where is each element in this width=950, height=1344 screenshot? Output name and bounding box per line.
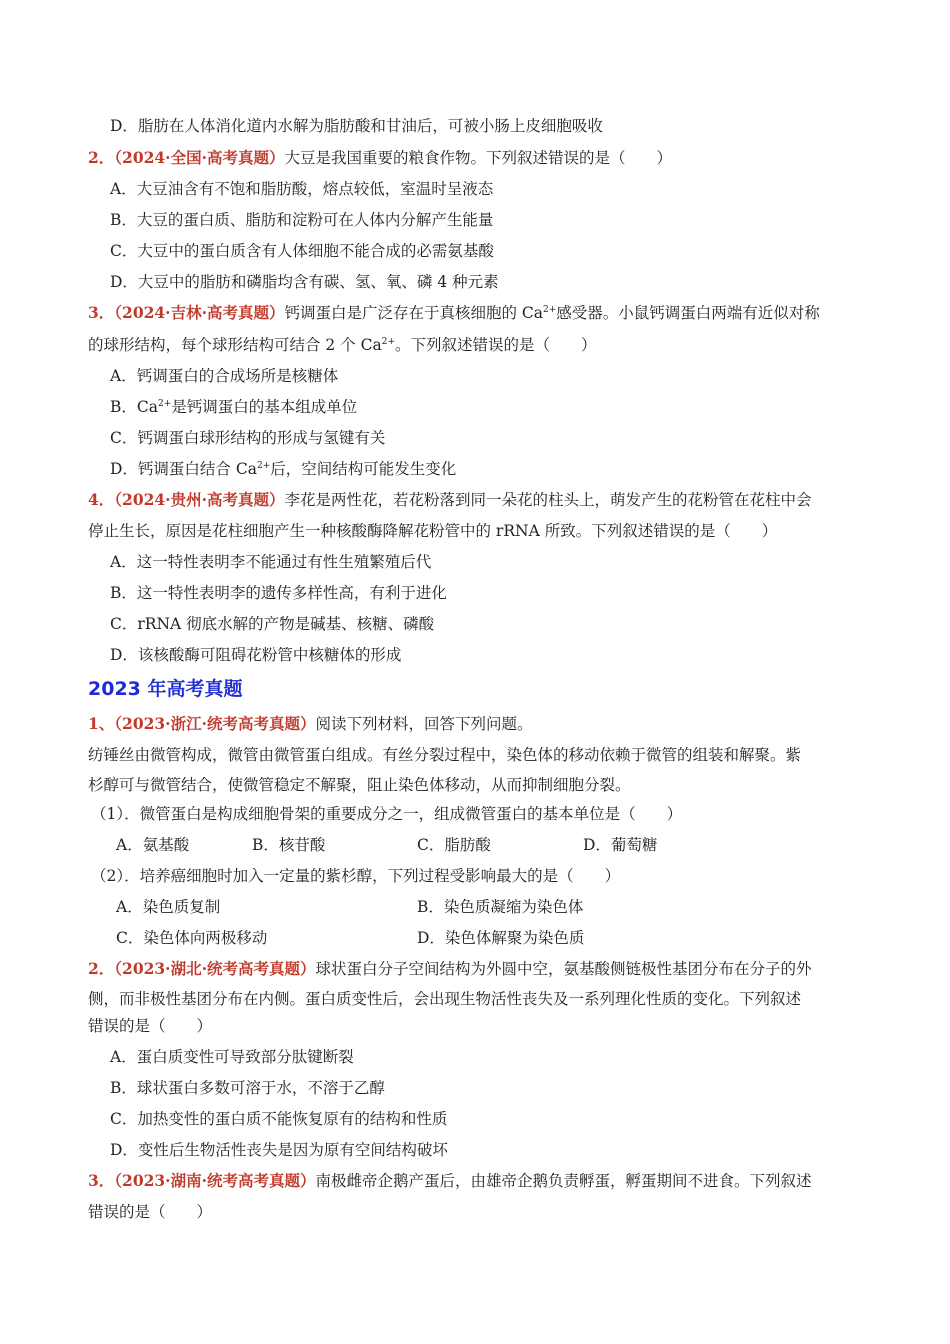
q3-stem2-text-b: 。下列叙述错误的是（ ）	[395, 336, 597, 354]
q2023-2-stem-text: 球状蛋白分子空间结构为外圆中空，氨基酸侧链极性基团分布在分子的外	[315, 960, 812, 978]
q3-number: 3．	[88, 303, 115, 322]
q2-option-c: C．大豆中的蛋白质含有人体细胞不能合成的必需氨基酸	[110, 242, 494, 260]
q2023-2-stem-line2: 侧，而非极性基团分布在内侧。蛋白质变性后，会出现生物活性丧失及一系列理化性质的变化。下列叙述	[88, 990, 802, 1008]
q2023-3-source: （2023·湖南·统考高考真题）	[114, 1171, 316, 1190]
q2023-1-material-line1: 纺锤丝由微管构成，微管由微管蛋白组成。有丝分裂过程中，染色体的移动依赖于微管的组装和解聚。紫	[88, 746, 802, 764]
sub2-option-c: C．染色体向两极移动	[116, 929, 268, 947]
q4-stem-line2: 停止生长，原因是花柱细胞产生一种核酸酶降解花粉管中的 rRNA 所致。下列叙述错误的是（ ）	[88, 522, 778, 540]
q2023-2-option-a: A．蛋白质变性可导致部分肽键断裂	[110, 1048, 354, 1066]
q2023-1-material-line2: 杉醇可与微管结合，使微管稳定不解聚，阻止染色体移动，从而抑制细胞分裂。	[88, 776, 631, 794]
q3-stem2-text-a: 的球形结构，每个球形结构可结合 2 个 Ca	[88, 336, 382, 354]
sub1-option-b: B．核苷酸	[252, 836, 326, 854]
q2023-3-stem-line2: 错误的是（ ）	[88, 1203, 213, 1221]
ion-charge: 2+	[256, 460, 271, 471]
q2023-3-stem-line1	[0, 1170, 950, 1192]
sub1-option-d: D．葡萄糖	[583, 836, 658, 854]
q2-number: 2．	[88, 148, 115, 167]
q3-option-c: C．钙调蛋白球形结构的形成与氢键有关	[110, 429, 386, 447]
q4-option-d: D．该核酸酶可阻碍花粉管中核糖体的形成	[110, 646, 402, 664]
q2-stem	[0, 147, 950, 169]
q2023-2-source: （2023·湖北·统考高考真题）	[114, 959, 316, 978]
sub2-option-b: B．染色质凝缩为染色体	[417, 898, 584, 916]
q3-option-d-b: 后，空间结构可能发生变化	[270, 460, 457, 478]
q2023-1-sub1: （1）．微管蛋白是构成细胞骨架的重要成分之一，组成微管蛋白的基本单位是（ ）	[91, 805, 683, 823]
q2023-2-stem-line1	[0, 958, 950, 980]
q3-option-b-b: 是钙调蛋白的基本组成单位	[171, 398, 358, 416]
q2023-2-option-d: D．变性后生物活性丧失是因为原有空间结构破坏	[110, 1141, 448, 1159]
q2-stem-text: 大豆是我国重要的粮食作物。下列叙述错误的是（ ）	[284, 149, 672, 167]
q2023-1-number: 1、	[88, 714, 115, 733]
q2023-1-sub2: （2）．培养癌细胞时加入一定量的紫杉醇，下列过程受影响最大的是（ ）	[91, 867, 621, 885]
q3-option-b	[0, 396, 950, 418]
q2023-1-source: （2023·浙江·统考高考真题）	[114, 714, 316, 733]
section-heading-2023: 2023 年高考真题	[88, 678, 243, 700]
q3-stem-text-a: 钙调蛋白是广泛存在于真核细胞的 Ca	[284, 304, 544, 322]
q2023-2-stem-line3: 错误的是（ ）	[88, 1017, 213, 1035]
q2023-3-stem-text: 南极雌帝企鹅产蛋后，由雄帝企鹅负责孵蛋，孵蛋期间不进食。下列叙述	[315, 1172, 812, 1190]
q2-option-b: B．大豆的蛋白质、脂肪和淀粉可在人体内分解产生能量	[110, 211, 494, 229]
q3-option-d	[0, 458, 950, 480]
ion-charge: 2+	[158, 398, 172, 409]
q4-option-c: C．rRNA 彻底水解的产物是碱基、核糖、磷酸	[110, 615, 435, 633]
sub1-option-c: C．脂肪酸	[417, 836, 491, 854]
q2-option-d: D．大豆中的脂肪和磷脂均含有碳、氢、氧、磷 4 种元素	[110, 273, 499, 291]
q4-option-b: B．这一特性表明李的遗传多样性高，有利于进化	[110, 584, 447, 602]
ion-charge: 2+	[543, 304, 557, 315]
q2023-2-option-b: B．球状蛋白多数可溶于水，不溶于乙醇	[110, 1079, 385, 1097]
q4-stem-line1	[0, 489, 950, 511]
ion-charge: 2+	[381, 336, 396, 347]
q2023-1-stem	[0, 713, 950, 735]
q3-stem-text-b: 感受器。小鼠钙调蛋白两端有近似对称	[556, 304, 820, 322]
q2-option-a: A．大豆油含有不饱和脂肪酸，熔点较低，室温时呈液态	[110, 180, 494, 198]
sub2-option-d: D．染色体解聚为染色质	[417, 929, 585, 947]
q2023-1-stem-text: 阅读下列材料，回答下列问题。	[315, 715, 533, 733]
q3-option-a: A．钙调蛋白的合成场所是核糖体	[110, 367, 339, 385]
q4-stem-text: 李花是两性花，若花粉落到同一朵花的柱头上，萌发产生的花粉管在花柱中会	[284, 491, 812, 509]
q3-source: （2024·吉林·高考真题）	[114, 303, 285, 322]
q3-option-d-a: D．钙调蛋白结合 Ca	[110, 460, 257, 478]
q2023-2-number: 2．	[88, 959, 115, 978]
q4-option-a: A．这一特性表明李不能通过有性生殖繁殖后代	[110, 553, 432, 571]
sub1-option-a: A．氨基酸	[116, 836, 190, 854]
q3-stem-line2	[0, 334, 950, 356]
q4-source: （2024·贵州·高考真题）	[114, 490, 285, 509]
sub2-option-a: A．染色质复制	[116, 898, 221, 916]
q3-option-b-a: B．Ca	[110, 398, 158, 416]
q3-stem-line1	[0, 302, 950, 324]
q2023-2-option-c: C．加热变性的蛋白质不能恢复原有的结构和性质	[110, 1110, 448, 1128]
q2023-3-number: 3．	[88, 1171, 115, 1190]
q1-option-d: D．脂肪在人体消化道内水解为脂肪酸和甘油后，可被小肠上皮细胞吸收	[110, 117, 603, 135]
q4-number: 4．	[88, 490, 115, 509]
q2-source: （2024·全国·高考真题）	[114, 148, 285, 167]
